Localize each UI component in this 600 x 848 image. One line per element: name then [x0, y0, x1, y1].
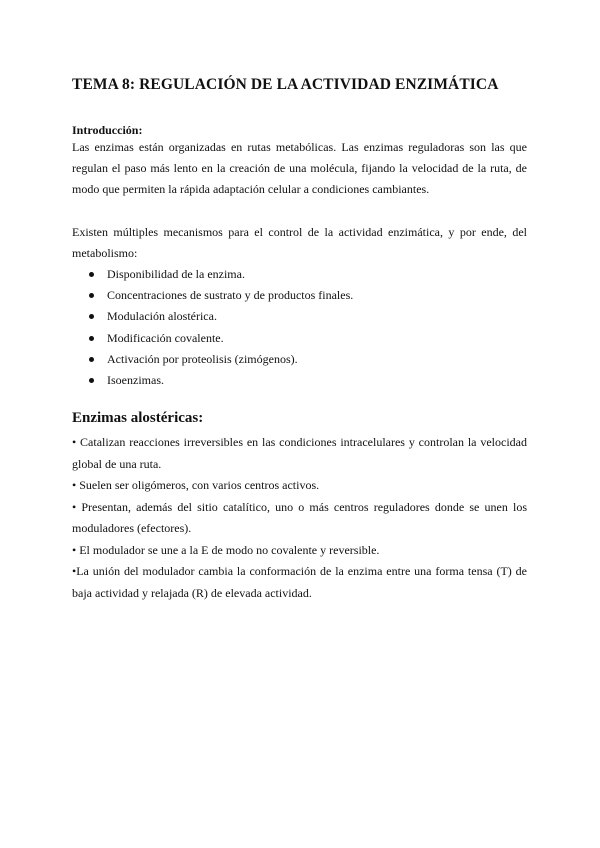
allosteric-item: • El modulador se une a la E de modo no covalente y reversible.: [72, 542, 380, 557]
mechanism-item-text: Isoenzimas.: [107, 372, 164, 387]
introduction-paragraph: Las enzimas están organizadas en rutas metabólicas. Las enzimas reguladoras son las que regulan el paso más lento en la creación de una molécula, fijando la velocidad de la ruta, de modo que permiten la rápida adaptación celular a condiciones cambiantes.: [72, 140, 527, 196]
mechanism-item-text: Disponibilidad de la enzima.: [107, 267, 245, 281]
bullet-dot-icon: [89, 378, 94, 383]
mechanism-item: [72, 349, 353, 370]
introduction-heading: Introducción:: [72, 123, 143, 137]
bullet-dot-icon: [89, 293, 94, 298]
allosteric-item: • Suelen ser oligómeros, con varios centros activos.: [72, 478, 320, 492]
mechanism-item: [72, 328, 353, 349]
allosteric-item: •La unión del modulador cambia la conformación de la enzima entre una forma tensa (T) de baja actividad y relajada (R) de elevada actividad.: [72, 564, 527, 600]
mechanism-item: [72, 306, 353, 327]
allosteric-heading: Enzimas alostéricas:: [72, 410, 204, 426]
mechanism-item-text: Modificación covalente.: [107, 330, 224, 345]
mechanism-item: [72, 264, 353, 285]
mechanism-item-text: Modulación alostérica.: [107, 309, 217, 324]
allosteric-list: [72, 432, 527, 604]
mechanisms-intro-paragraph: Existen múltiples mecanismos para el control de la actividad enzimática, y por ende, del metabolismo:: [72, 225, 527, 260]
mechanism-item: [72, 285, 353, 306]
mechanisms-list: [72, 264, 353, 391]
bullet-dot-icon: [89, 336, 94, 341]
mechanism-item: [72, 370, 353, 391]
document-title: TEMA 8: REGULACIÓN DE LA ACTIVIDAD ENZIMÁTICA: [72, 76, 499, 93]
mechanism-item-text: Concentraciones de sustrato y de productos finales.: [107, 288, 354, 303]
bullet-dot-icon: [89, 314, 94, 319]
allosteric-item: • Presentan, además del sitio catalítico, uno o más centros reguladores donde se unen los moduladores (efectores).: [72, 499, 527, 535]
bullet-dot-icon: [89, 272, 94, 277]
allosteric-item: • Catalizan reacciones irreversibles en las condiciones intracelulares y controlan la velocidad global de una ruta.: [72, 435, 527, 471]
bullet-dot-icon: [89, 357, 94, 362]
mechanism-item-text: Activación por proteolisis (zimógenos).: [107, 351, 298, 366]
